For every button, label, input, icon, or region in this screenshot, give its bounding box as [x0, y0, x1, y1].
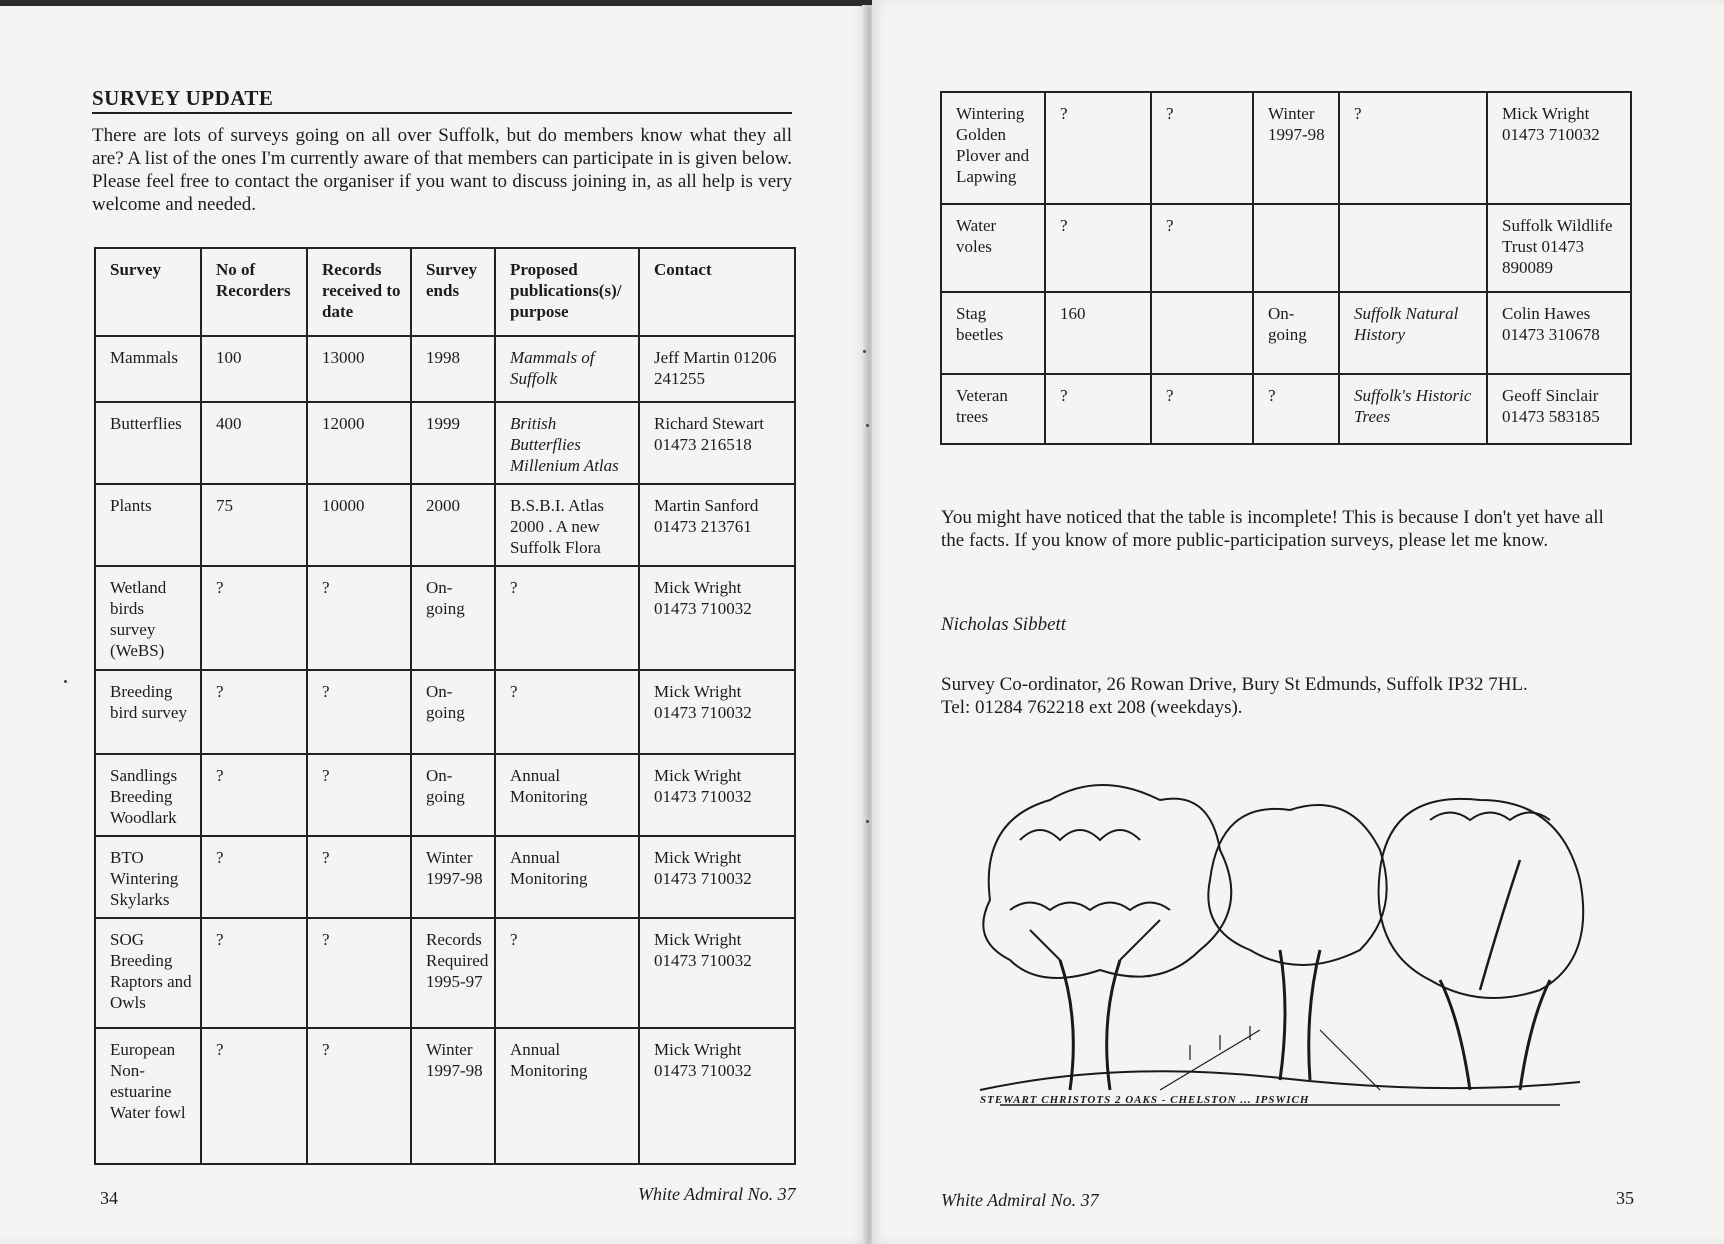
cell-contact: Mick Wright 01473 710032: [639, 918, 795, 1028]
scan-edge: [0, 0, 866, 6]
author-address: [941, 673, 1631, 719]
cell-contact: Mick Wright 01473 710032: [639, 754, 795, 836]
cell-contact: Colin Hawes 01473 310678: [1487, 292, 1631, 374]
oak-trees-illustration: [960, 760, 1600, 1120]
heading-rule: [92, 112, 792, 114]
cell-publication: Annual Monitoring: [495, 1028, 639, 1164]
cell-survey: Stag beetles: [941, 292, 1045, 374]
cell-records: 10000: [307, 484, 411, 566]
cell-ends: On-going: [411, 754, 495, 836]
address-line: Survey Co-ordinator, 26 Rowan Drive, Bury St Edmunds, Suffolk IP32 7HL.: [941, 674, 1528, 695]
page-number-left: 34: [100, 1188, 118, 1208]
cell-records: [1151, 292, 1253, 374]
cell-recorders: ?: [1045, 374, 1151, 444]
cell-ends: 1998: [411, 336, 495, 402]
cell-recorders: ?: [201, 836, 307, 918]
cell-survey: European Non-estuarine Water fowl: [95, 1028, 201, 1164]
header-publications: Proposed publications(s)/ purpose: [495, 248, 639, 336]
cell-recorders: ?: [201, 566, 307, 670]
table-row: [95, 402, 795, 484]
cell-recorders: ?: [201, 670, 307, 754]
table-row: [95, 836, 795, 918]
cell-recorders: 160: [1045, 292, 1151, 374]
cell-records: ?: [307, 670, 411, 754]
cell-publication: [1339, 204, 1487, 292]
cell-ends: 2000: [411, 484, 495, 566]
scan-speck: [863, 350, 866, 353]
cell-records: ?: [307, 918, 411, 1028]
cell-recorders: 100: [201, 336, 307, 402]
cell-contact: Mick Wright 01473 710032: [639, 836, 795, 918]
header-survey: Survey: [95, 248, 201, 336]
cell-recorders: ?: [201, 754, 307, 836]
cell-survey: Wetland birds survey (WeBS): [95, 566, 201, 670]
cell-recorders: ?: [201, 1028, 307, 1164]
cell-ends: 1999: [411, 402, 495, 484]
cell-contact: Mick Wright 01473 710032: [639, 1028, 795, 1164]
table-row: [95, 754, 795, 836]
scan-speck: [64, 680, 67, 683]
cell-contact: Suffolk Wildlife Trust 01473 890089: [1487, 204, 1631, 292]
cell-ends: Winter 1997-98: [1253, 92, 1339, 204]
cell-contact: Mick Wright 01473 710032: [639, 670, 795, 754]
table-row: [95, 670, 795, 754]
page-number-right: 35: [1616, 1188, 1634, 1208]
cell-survey: Butterflies: [95, 402, 201, 484]
running-footer-left: White Admiral No. 37: [638, 1184, 796, 1204]
table-row: [95, 1028, 795, 1164]
cell-ends: Winter 1997-98: [411, 836, 495, 918]
cell-publication: B.S.B.I. Atlas 2000 . A new Suffolk Flora: [495, 484, 639, 566]
cell-survey: Plants: [95, 484, 201, 566]
cell-survey: Breeding bird survey: [95, 670, 201, 754]
header-contact: Contact: [639, 248, 795, 336]
table-row: [941, 374, 1631, 444]
cell-publication: Suffolk Natural History: [1339, 292, 1487, 374]
cell-publication: British Butterflies Millenium Atlas: [495, 402, 639, 484]
header-recorders: No of Recorders: [201, 248, 307, 336]
cell-records: ?: [307, 754, 411, 836]
closing-note: You might have noticed that the table is incomplete! This is because I don't yet have all the facts. If you know of more public-participation surveys, please let me know.: [941, 507, 1604, 551]
cell-recorders: ?: [1045, 204, 1151, 292]
scan-speck: [866, 820, 869, 823]
cell-publication: ?: [495, 670, 639, 754]
cell-contact: Mick Wright 01473 710032: [1487, 92, 1631, 204]
cell-recorders: 75: [201, 484, 307, 566]
cell-records: ?: [1151, 204, 1253, 292]
cell-contact: Martin Sanford 01473 213761: [639, 484, 795, 566]
survey-table-continued: [940, 91, 1632, 445]
cell-contact: Richard Stewart 01473 216518: [639, 402, 795, 484]
cell-survey: Water voles: [941, 204, 1045, 292]
cell-records: 13000: [307, 336, 411, 402]
cell-recorders: 400: [201, 402, 307, 484]
cell-ends: On-going: [411, 670, 495, 754]
header-records: Records received to date: [307, 248, 411, 336]
survey-table: [94, 247, 796, 1165]
cell-publication: Mammals of Suffolk: [495, 336, 639, 402]
cell-contact: Geoff Sinclair 01473 583185: [1487, 374, 1631, 444]
cell-contact: Jeff Martin 01206 241255: [639, 336, 795, 402]
cell-recorders: ?: [201, 918, 307, 1028]
table-row: [941, 292, 1631, 374]
cell-publication: Annual Monitoring: [495, 754, 639, 836]
cell-ends: [1253, 204, 1339, 292]
table-row: [941, 92, 1631, 204]
table-row: [941, 204, 1631, 292]
page-heading: SURVEY UPDATE: [92, 86, 274, 110]
cell-ends: Winter 1997-98: [411, 1028, 495, 1164]
cell-publication: ?: [495, 918, 639, 1028]
cell-publication: Annual Monitoring: [495, 836, 639, 918]
cell-ends: On-going: [411, 566, 495, 670]
illustration-caption: STEWART CHRISTOTS 2 OAKS - CHELSTON ... IPSWICH: [980, 1094, 1310, 1106]
cell-survey: SOG Breeding Raptors and Owls: [95, 918, 201, 1028]
cell-records: ?: [307, 836, 411, 918]
cell-survey: BTO Wintering Skylarks: [95, 836, 201, 918]
cell-ends: On-going: [1253, 292, 1339, 374]
author-signature: Nicholas Sibbett: [941, 614, 1067, 635]
cell-records: 12000: [307, 402, 411, 484]
table-row: [95, 336, 795, 402]
cell-recorders: ?: [1045, 92, 1151, 204]
table-row: [95, 566, 795, 670]
intro-paragraph: There are lots of surveys going on all over Suffolk, but do members know what they all are? A list of the ones I'm currently aware of that members can participate in is given below. Please feel free to contact the organiser if you want to discuss joining in, as all help is very welcome and needed.: [92, 125, 792, 215]
cell-records: ?: [1151, 374, 1253, 444]
running-header-right: White Admiral No. 37: [941, 1190, 1099, 1210]
scan-speck: [866, 424, 869, 427]
table-row: [95, 918, 795, 1028]
cell-publication: ?: [495, 566, 639, 670]
cell-records: ?: [307, 566, 411, 670]
cell-ends: ?: [1253, 374, 1339, 444]
cell-contact: Mick Wright 01473 710032: [639, 566, 795, 670]
cell-survey: Mammals: [95, 336, 201, 402]
cell-records: ?: [1151, 92, 1253, 204]
cell-survey: Sandlings Breeding Woodlark: [95, 754, 201, 836]
cell-survey: Wintering Golden Plover and Lapwing: [941, 92, 1045, 204]
cell-publication: ?: [1339, 92, 1487, 204]
cell-ends: Records Required 1995-97: [411, 918, 495, 1028]
cell-survey: Veteran trees: [941, 374, 1045, 444]
table-row: [95, 484, 795, 566]
table-header-row: [95, 248, 795, 336]
telephone-line: Tel: 01284 762218 ext 208 (weekdays).: [941, 697, 1243, 718]
header-survey-ends: Survey ends: [411, 248, 495, 336]
cell-records: ?: [307, 1028, 411, 1164]
cell-publication: Suffolk's Historic Trees: [1339, 374, 1487, 444]
